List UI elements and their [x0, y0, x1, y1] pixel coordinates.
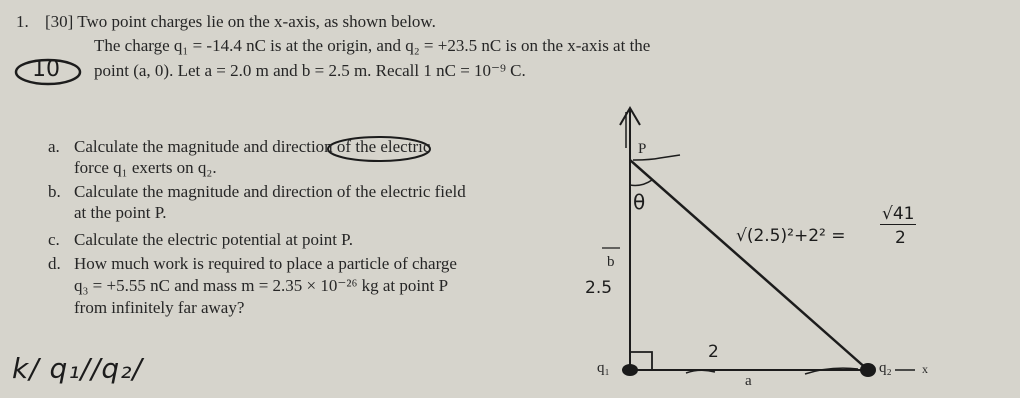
part-a-line-2: force q₁ exerts on q₂. [74, 158, 217, 177]
problem-line-3: point (a, 0). Let a = 2.0 m and b = 2.5 m. Recall 1 nC = 10⁻⁹ C. [94, 61, 526, 80]
handwritten-sqrt-result-den: 2 [895, 228, 906, 248]
part-d-line-2: q₃ = +5.55 nC and mass m = 2.35 × 10⁻²⁶ kg at point P [74, 276, 449, 295]
handwritten-sqrt-expr: √(2.5)²+2² = [736, 226, 846, 246]
handwritten-sqrt-result-num: √41 [882, 204, 915, 224]
handwritten-formula: k/ q₁//q₂/ [12, 352, 143, 385]
handwritten-score: 10 [32, 57, 60, 82]
problem-number: 1. [16, 12, 29, 31]
q2-dot [860, 363, 876, 377]
part-b-letter: b. [48, 182, 61, 201]
hypotenuse-line [630, 160, 868, 370]
theta-arc [630, 180, 652, 185]
label-q2: q₂ [879, 360, 892, 376]
handwritten-theta: θ [633, 190, 646, 214]
handwritten-a-value: 2 [708, 342, 719, 362]
part-a-letter: a. [48, 137, 60, 156]
part-b-line-2: at the point P. [74, 203, 167, 222]
part-c-letter: c. [48, 230, 60, 249]
part-b-line-1: Calculate the magnitude and direction of the electric field [74, 182, 466, 201]
label-a: a [745, 373, 752, 389]
label-x: x [922, 362, 928, 376]
part-c-line-1: Calculate the electric potential at point P. [74, 230, 353, 249]
part-a-line-1: Calculate the magnitude and direction of the electric [74, 137, 431, 156]
problem-line-2: The charge q₁ = -14.4 nC is at the origin, and q₂ = +23.5 nC is on the x-axis at the [94, 36, 651, 55]
problem-intro: [30] Two point charges lie on the x-axis, as shown below. [45, 12, 436, 31]
q1-dot [622, 364, 638, 376]
label-p: P [638, 141, 647, 157]
part-d-letter: d. [48, 254, 61, 273]
handwritten-b-value: 2.5 [585, 278, 613, 298]
label-q1: q₁ [597, 360, 610, 376]
label-b: b [607, 254, 615, 270]
part-d-line-3: from infinitely far away? [74, 298, 245, 317]
part-d-line-1: How much work is required to place a particle of charge [74, 254, 457, 273]
